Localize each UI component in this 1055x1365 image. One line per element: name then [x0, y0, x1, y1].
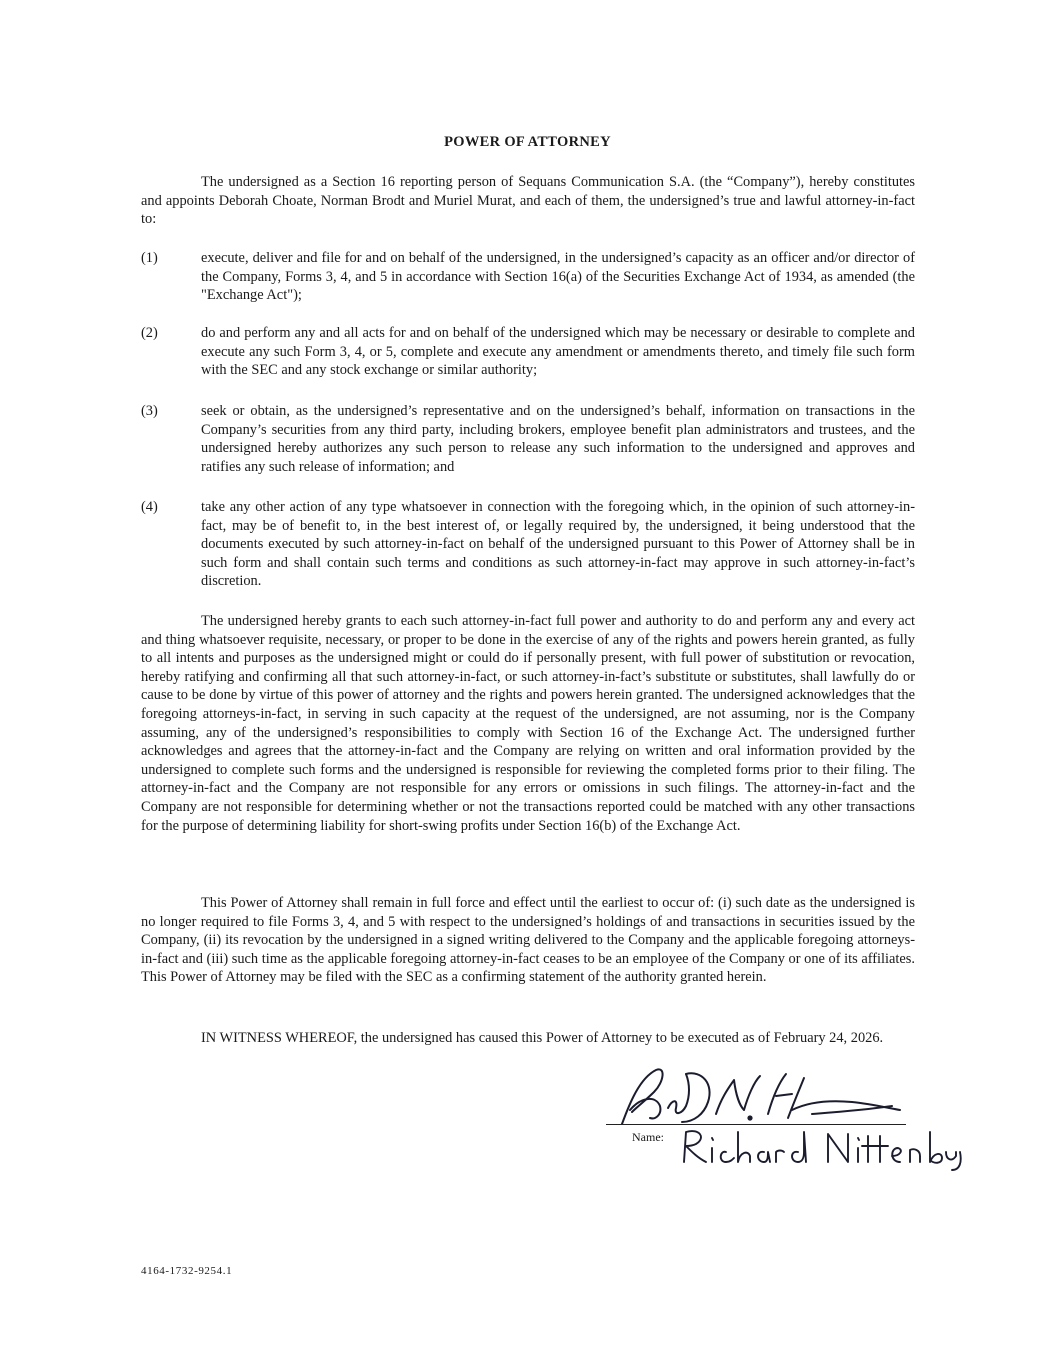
handwritten-name: [678, 1122, 962, 1172]
list-item-text: execute, deliver and file for and on behalf of the undersigned, in the undersigned’s capacity as an officer and/or director of the Company, Forms 3, 4, and 5 in accordance with Section 16(a) of the Securities Exchange Act of 1934, as amended (the "Exchange Act");: [201, 250, 915, 304]
document-title: POWER OF ATTORNEY: [444, 134, 611, 150]
grants-paragraph: The undersigned hereby grants to each such attorney-in-fact full power and authority to do and perform any and every act and thing whatsoever requisite, necessary, or proper to be done in the exercise of any of the rights and powers herein granted, as fully to all intents and purposes as the undersigned might or could do if personally present, with full power of substitution or revocation, hereby ratifying and confirming all that such attorney-in-fact, or such attorney-in-fact’s substitute or substitutes, shall lawfully do or cause to be done by virtue of this power of attorney and the rights and powers herein granted. The undersigned acknowledges that the foregoing attorneys-in-fact, in serving in such capacity at the request of the undersigned, are not assuming, nor is the Company assuming, any of the undersigned’s responsibilities to comply with Section 16 of the Exchange Act. The undersigned further acknowledges and agrees that the attorney-in-fact and the Company are relying on written and oral information provided by the undersigned to complete such forms and the undersigned is responsible for reviewing the completed forms prior to their filing. The attorney-in-fact and the Company are not responsible for any errors or omissions in such filings. The attorney-in-fact and the Company are not responsible for determining whether or not the transactions reported could be matched with any other transactions for the purpose of determining liability for short-swing profits under Section 16(b) of the Exchange Act.: [141, 613, 915, 834]
list-item-number: (4): [141, 499, 158, 515]
witness-paragraph: IN WITNESS WHEREOF, the undersigned has caused this Power of Attorney to be executed as of February 24, 2026.: [201, 1030, 884, 1046]
list-item-number: (3): [141, 403, 158, 419]
signature-scribble: [616, 1066, 906, 1128]
list-item-number: (2): [141, 325, 158, 341]
document-footer-id: 4164-1732-9254.1: [141, 1265, 233, 1277]
list-item-text: take any other action of any type whatsoever in connection with the foregoing which, in the opinion of such attorney-in-fact, may be of benefit to, in the best interest of, or legally required by, the undersigned, it being understood that the documents executed by such attorney-in-fact on behalf of the undersigned pursuant to this Power of Attorney shall be in such form and shall contain such terms and conditions as such attorney-in-fact may approve in such attorney-in-fact’s discretion.: [201, 499, 915, 590]
handwritten-name-text: [606, 1066, 607, 1067]
list-item-number: (1): [141, 250, 158, 266]
intro-paragraph: The undersigned as a Section 16 reporting person of Sequans Communication S.A. (the “Company”), hereby constitutes and appoints Deborah Choate, Norman Brodt and Muriel Murat, and each of them, the undersigned’s true and lawful attorney-in-fact to:: [141, 174, 915, 228]
list-item-text: do and perform any and all acts for and on behalf of the undersigned which may be necessary or desirable to complete and execute any such Form 3, 4, or 5, complete and execute any amendment or amendments thereto, and timely file such form with the SEC and any stock exchange or similar authority;: [201, 325, 915, 379]
duration-paragraph: This Power of Attorney shall remain in full force and effect until the earliest to occur of: (i) such date as the undersigned is no longer required to file Forms 3, 4, and 5 with respect to the undersigned’s holdings of and transactions in securities issued by the Company, (ii) its revocation by the undersigned in a signed writing delivered to the Company and the applicable foregoing attorneys-in-fact and (iii) such time as the applicable foregoing attorney-in-fact ceases to be an employee of the Company or one of its affiliates. This Power of Attorney may be filed with the SEC as a confirming statement of the authority granted herein.: [141, 895, 915, 986]
signature-block: [606, 1066, 966, 1176]
list-item-text: seek or obtain, as the undersigned’s representative and on the undersigned’s behalf, information on transactions in the Company’s securities from any third party, including brokers, employee benefit plan administrators and trustees, and the undersigned hereby authorizes any such person to release any such information to the undersigned and approves and ratifies any such release of information; and: [201, 403, 915, 475]
name-label: Name:: [632, 1130, 664, 1144]
